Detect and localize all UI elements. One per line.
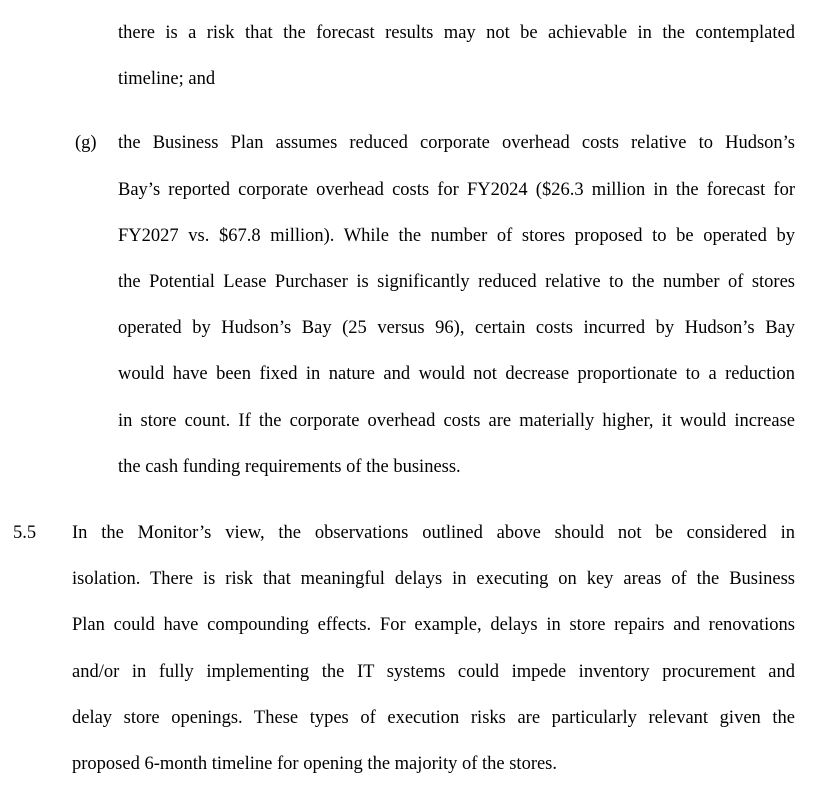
- text-line: delay store openings. These types of execution risks are particularly relevant given the: [72, 707, 795, 728]
- text-line: would have been fixed in nature and would not decrease proportionate to a reduction: [118, 364, 795, 385]
- text-line: FY2027 vs. $67.8 million). While the number of stores proposed to be operated by: [118, 225, 795, 246]
- text-line: and/or in fully implementing the IT systems could impede inventory procurement and: [72, 661, 795, 682]
- text-line: there is a risk that the forecast results may not be achievable in the contemplated: [118, 23, 795, 43]
- text-line: in store count. If the corporate overhead costs are materially higher, it would increase: [118, 410, 795, 431]
- text-line: the Business Plan assumes reduced corporate overhead costs relative to Hudson’s: [118, 133, 795, 154]
- list-marker-g: (g): [75, 133, 97, 154]
- text-line: In the Monitor’s view, the observations outlined above should not be considered in: [72, 523, 795, 544]
- text-line: timeline; and: [118, 69, 216, 90]
- text-line: proposed 6-month timeline for opening the majority of the stores.: [72, 754, 558, 775]
- text-line: Bay’s reported corporate overhead costs for FY2024 ($26.3 million in the forecast for: [118, 179, 795, 200]
- text-line: operated by Hudson’s Bay (25 versus 96), certain costs incurred by Hudson’s Bay: [118, 318, 795, 339]
- paragraph-number-5-5: 5.5: [13, 523, 37, 544]
- paragraph-item-g: [0, 120, 795, 490]
- text-line: the Potential Lease Purchaser is significantly reduced relative to the number of stores: [118, 272, 795, 293]
- paragraph-continuation: [118, 10, 795, 102]
- paragraph-5-5: [0, 510, 795, 787]
- text-line: Plan could have compounding effects. For example, delays in store repairs and renovations: [72, 615, 795, 636]
- text-line: isolation. There is risk that meaningful delays in executing on key areas of the Business: [72, 569, 795, 590]
- text-line: the cash funding requirements of the business.: [118, 456, 461, 477]
